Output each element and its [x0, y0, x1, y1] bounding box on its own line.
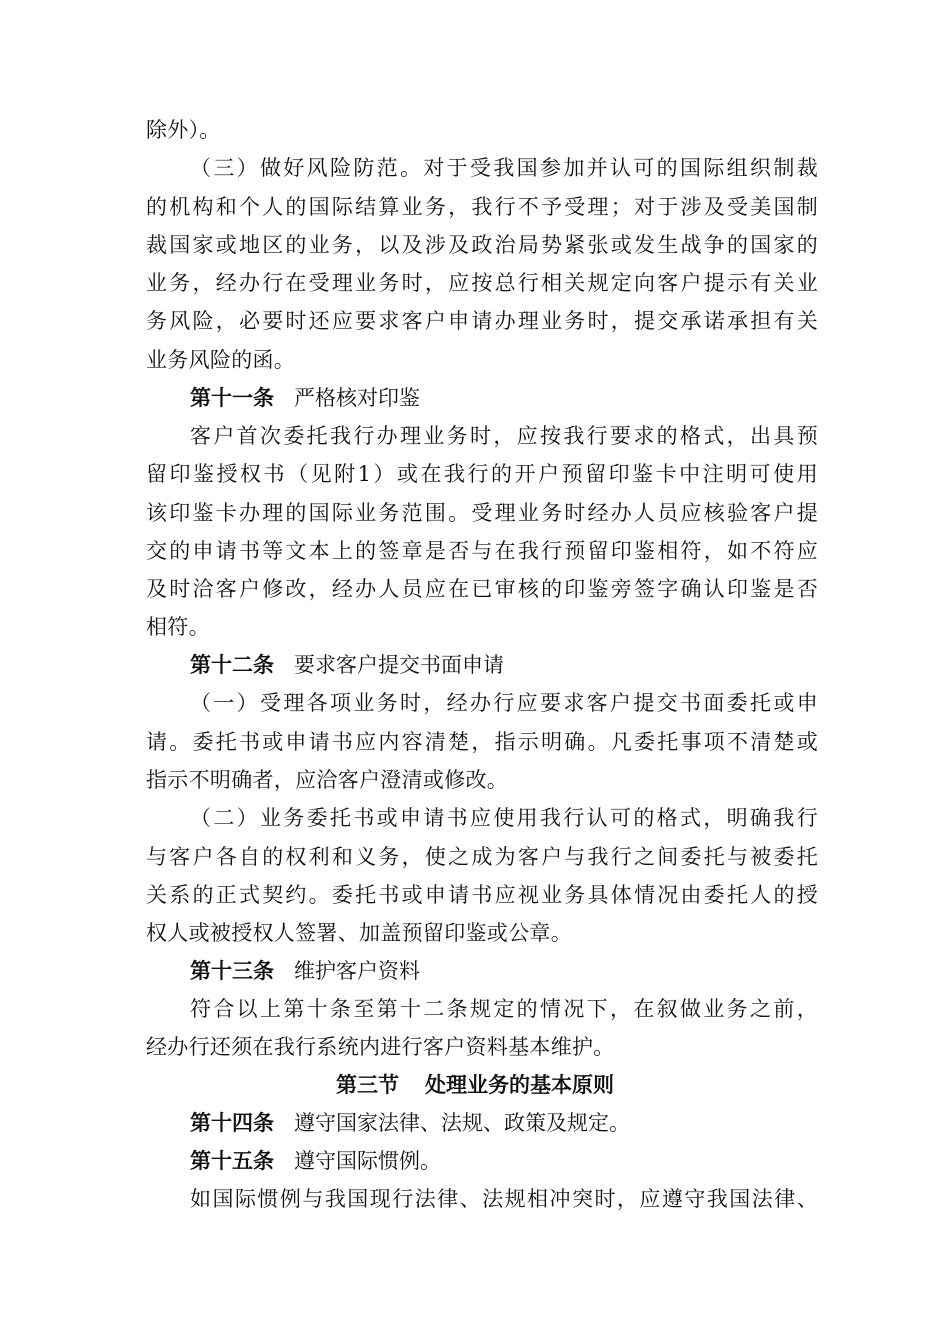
paragraph-line: （三）做好风险防范。对于受我国参加并认可的国际组织制裁 [190, 156, 818, 180]
article-13-heading [190, 956, 420, 986]
section-heading [0, 1070, 950, 1100]
paragraph-line: 关系的正式契约。委托书或申请书应视业务具体情况由委托人的授 [146, 883, 818, 907]
paragraph-line: 交的申请书等文本上的签章是否与在我行预留印鉴相符，如不符应 [146, 539, 818, 563]
article-title: 要求客户提交书面申请 [294, 653, 504, 677]
article-title: 遵守国际惯例。 [294, 1149, 441, 1173]
paragraph-line: 裁国家或地区的业务，以及涉及政治局势紧张或发生战争的国家的 [146, 233, 818, 257]
article-15-heading [190, 1146, 441, 1176]
paragraph-line: 与客户各自的权利和义务，使之成为客户与我行之间委托与被委托 [146, 845, 818, 869]
article-number: 第十四条 [190, 1110, 274, 1135]
article-title: 遵守国家法律、法规、政策及规定。 [294, 1111, 630, 1135]
paragraph-line: 请。委托书或申请书应内容清楚，指示明确。凡委托事项不清楚或 [146, 730, 818, 754]
paragraph-line: 相符。 [146, 615, 210, 639]
article-14-heading [190, 1108, 630, 1138]
article-number: 第十三条 [190, 958, 274, 983]
paragraph-line: 客户首次委托我行办理业务时，应按我行要求的格式，出具预 [190, 424, 818, 448]
article-12-heading [190, 650, 504, 680]
paragraph-line: 及时洽客户修改，经办人员应在已审核的印鉴旁签字确认印鉴是否 [146, 577, 818, 601]
article-number: 第十一条 [190, 385, 274, 410]
section-title: 处理业务的基本原则 [425, 1072, 614, 1097]
paragraph-line: 业务，经办行在受理业务时，应按总行相关规定向客户提示有关业 [146, 271, 818, 295]
paragraph-line: 符合以上第十条至第十二条规定的情况下，在叙做业务之前， [190, 997, 818, 1021]
article-number: 第十二条 [190, 652, 274, 677]
paragraph-line: （二）业务委托书或申请书应使用我行认可的格式，明确我行 [190, 806, 818, 830]
paragraph-line: 务风险，必要时还应要求客户申请办理业务时，提交承诺承担有关 [146, 309, 818, 333]
paragraph-line: 留印鉴授权书（见附1）或在我行的开户预留印鉴卡中注明可使用 [146, 462, 818, 486]
paragraph-line: 指示不明确者，应洽客户澄清或修改。 [146, 768, 509, 792]
article-title: 严格核对印鉴 [294, 386, 420, 410]
paragraph-line: 除外）。 [146, 118, 221, 142]
article-11-heading [190, 383, 420, 413]
paragraph-line: 权人或被授权人签署、加盖预留印鉴或公章。 [146, 921, 572, 945]
paragraph-line: 业务风险的函。 [146, 348, 296, 372]
paragraph-line: 经办行还须在我行系统内进行客户资料基本维护。 [146, 1035, 615, 1059]
article-title: 维护客户资料 [294, 959, 420, 983]
paragraph-line: 如国际惯例与我国现行法律、法规相冲突时，应遵守我国法律、 [190, 1187, 818, 1211]
article-number: 第十五条 [190, 1148, 274, 1173]
paragraph-line: 的机构和个人的国际结算业务，我行不予受理；对于涉及受美国制 [146, 195, 818, 219]
paragraph-line: 该印鉴卡办理的国际业务范围。受理业务时经办人员应核验客户提 [146, 501, 818, 525]
section-number: 第三节 [336, 1072, 399, 1097]
paragraph-line: （一）受理各项业务时，经办行应要求客户提交书面委托或申 [190, 691, 818, 715]
